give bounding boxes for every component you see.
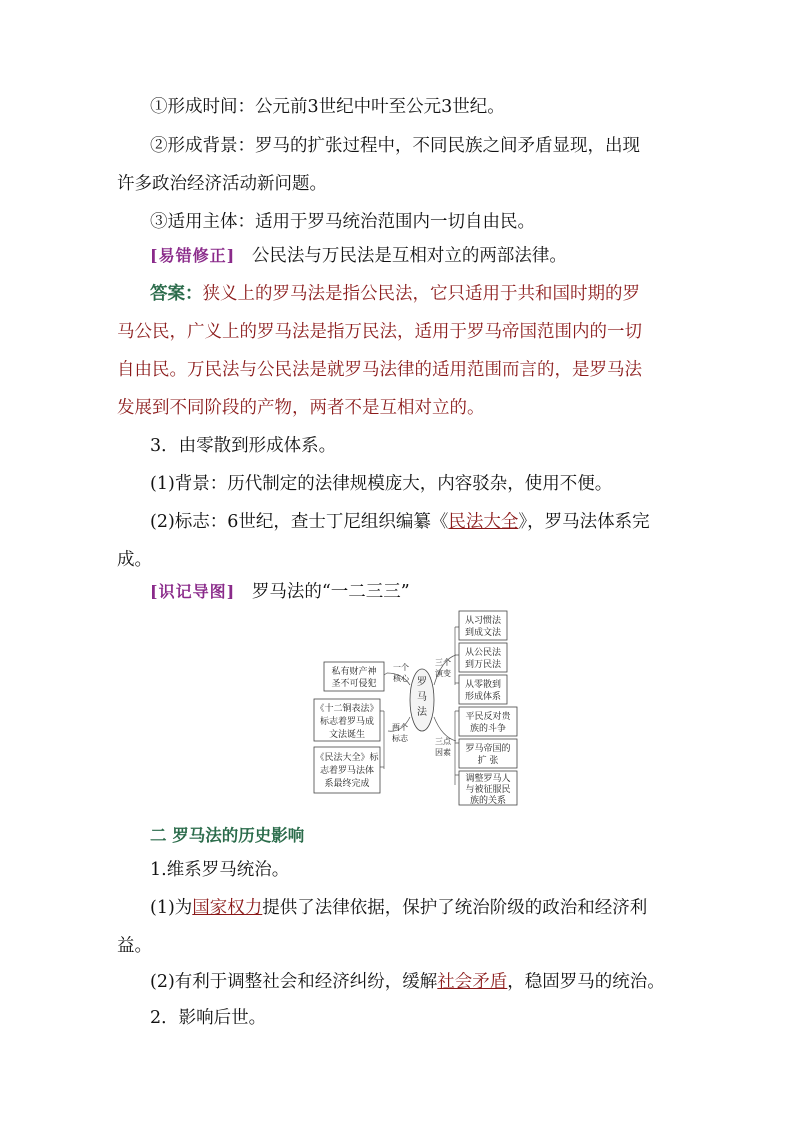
marks-box-2-line-1: 《民法大全》标: [315, 753, 379, 763]
dispute-text-a: (2)有利于调整社会和经济纠纷，缓解: [150, 972, 438, 992]
line-formation-background-1: ②形成背景：罗马的扩张过程中，不同民族之间矛盾显现，出现: [150, 136, 640, 156]
line-answer-4: 发展到不同阶段的产物，两者不是互相对立的。: [117, 398, 485, 418]
legal-basis-text-b: 提供了法律依据，保护了统治阶级的政治和经济利: [262, 898, 648, 918]
factor-box-2-line-2: 扩 张: [477, 756, 499, 766]
legal-basis-text-a: (1)为: [150, 898, 193, 918]
line-point-3: 3．由零散到形成体系。: [150, 436, 337, 456]
factor-box-3-line-3: 族的关系: [469, 796, 507, 806]
marker-text-b: 》，罗马法体系完: [518, 512, 650, 532]
line-background: (1)背景：历代制定的法律规模庞大，内容驳杂，使用不便。: [150, 474, 613, 494]
evolution-box-3-line-1: 从零散到: [464, 680, 502, 690]
mindmap-center-char-3: 法: [417, 707, 427, 718]
marker-text-a: (2)标志：6世纪，查士丁尼组织编纂《: [150, 512, 449, 532]
line-marker-end: 成。: [117, 550, 152, 570]
evolution-box-1-line-1: 从习惯法: [464, 616, 502, 626]
section-heading-historical-influence: 二 罗马法的历史影响: [150, 826, 305, 845]
mindmap-center-char-1: 罗: [417, 677, 427, 688]
marks-box-2-line-3: 系最终完成: [324, 779, 370, 789]
factor-box-3-line-2: 与被征服民: [465, 785, 511, 795]
core-label-1: 一个: [393, 663, 409, 672]
marks-box-1-line-1: 《十二铜表法》: [315, 704, 379, 714]
factor-box-1-line-2: 族的斗争: [469, 724, 507, 734]
line-mindmap-heading: [150, 580, 410, 604]
line-applicable-subject: ③适用主体：适用于罗马统治范围内一切自由民。: [150, 212, 535, 232]
line-legal-basis-end: 益。: [117, 936, 152, 956]
factor-box-1-line-1: 平民反对贵: [465, 712, 511, 722]
marks-box-1-line-2: 标志着罗马成: [319, 717, 375, 727]
marks-label-1: 两个: [392, 723, 408, 732]
line-influence: 2．影响后世。: [150, 1008, 267, 1028]
marks-box-1-line-3: 文法诞生: [328, 730, 366, 740]
line-legal-basis: [150, 896, 647, 920]
line-marker: [150, 510, 650, 534]
mindmap-center-char-2: 马: [417, 692, 427, 703]
line-error-correction: [150, 244, 567, 268]
factors-label-2: 因素: [435, 748, 451, 757]
mindmap-title: 罗马法的“一二三三”: [251, 582, 410, 602]
core-label-2: 核心: [393, 674, 409, 683]
factor-box-3-line-1: 调整罗马人: [465, 774, 511, 784]
evolutions-label-1: 三个: [435, 658, 451, 667]
line-answer-2: 马公民，广义上的罗马法是指万民法，适用于罗马帝国范围内的一切: [117, 322, 642, 342]
legal-basis-underlined: 国家权力: [192, 898, 263, 918]
marker-underlined: 民法大全: [448, 512, 519, 532]
line-formation-time: ①形成时间：公元前3世纪中叶至公元3世纪。: [150, 97, 505, 117]
answer-text: 狭义上的罗马法是指公民法，它只适用于共和国时期的罗: [202, 284, 640, 304]
evolution-box-2-line-1: 从公民法: [464, 648, 502, 658]
evolution-box-2-line-2: 到万民法: [464, 660, 502, 670]
factor-box-2-line-1: 罗马帝国的: [465, 744, 511, 754]
line-maintain-rule: 1.维系罗马统治。: [150, 860, 290, 880]
dispute-underlined: 社会矛盾: [437, 972, 508, 992]
answer-label: 答案：: [150, 284, 203, 304]
marks-label-2: 标志: [392, 734, 408, 743]
core-box-line-2: 圣不可侵犯: [331, 679, 377, 689]
marks-box-2-line-2: 志着罗马法体: [319, 766, 375, 776]
dispute-text-b: ，稳固罗马的统治。: [507, 972, 665, 992]
evolutions-label-2: 演变: [435, 669, 451, 678]
roman-law-mindmap: [312, 607, 532, 807]
evolution-box-3-line-2: 形成体系: [464, 692, 502, 702]
error-correction-text: 公民法与万民法是互相对立的两部法律。: [251, 246, 567, 266]
line-answer-1: [150, 282, 640, 306]
factors-label-1: 三点: [435, 737, 451, 746]
line-formation-background-2: 许多政治经济活动新问题。: [117, 174, 327, 194]
error-correction-tag: [易错修正]: [150, 246, 236, 265]
mindmap-tag: [识记导图]: [150, 582, 236, 601]
line-dispute: [150, 970, 665, 994]
evolution-box-1-line-2: 到成文法: [464, 628, 502, 638]
core-box-line-1: 私有财产神: [331, 667, 377, 677]
line-answer-3: 自由民。万民法与公民法是就罗马法律的适用范围而言的，是罗马法: [117, 360, 642, 380]
